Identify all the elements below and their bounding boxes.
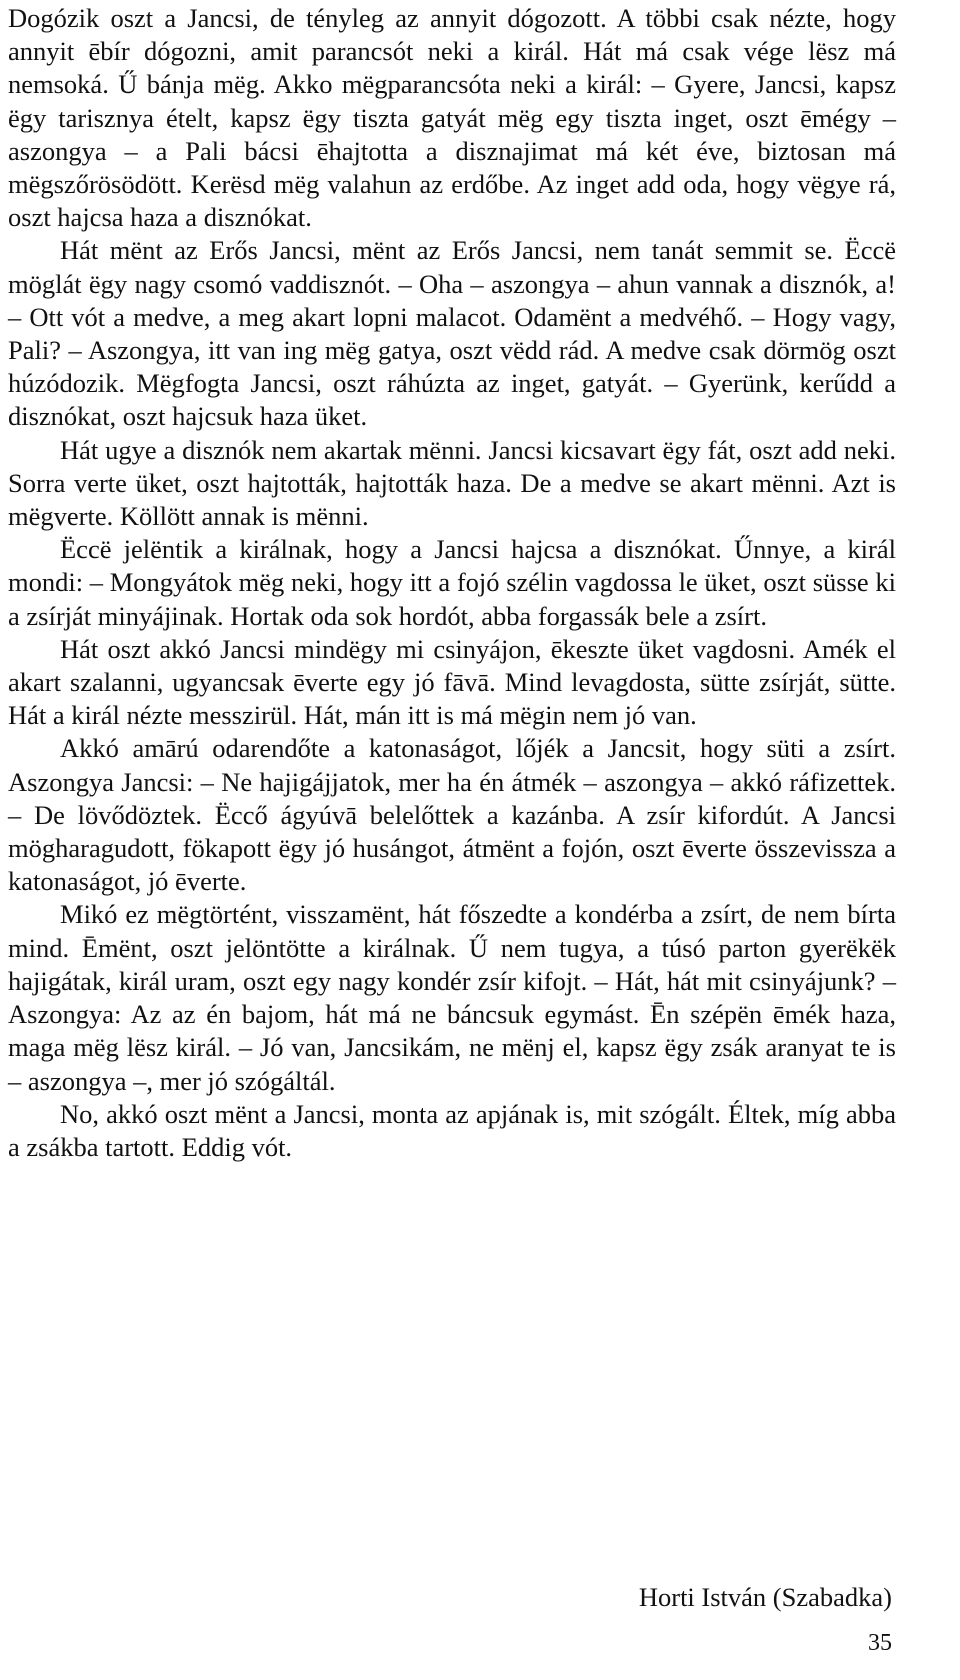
paragraph-2: Hát mënt az Erős Jancsi, mënt az Erős Jancsi, nem tanát semmit se. Ëccë möglát ëgy nagy csomó vaddisznót. – Oha – aszongya – ahun vannak a disznók, a! – Ott vót a medve, a meg akart lopni malacot. Odamënt a medvéhő. – Hogy vagy, Pali? – Aszongya, itt van ing mëg gatya, oszt vëdd rád. A medve csak dörmög oszt húzódozik. Mëgfogta Jancsi, oszt ráhúzta az inget, gatyát. – Gyerünk, kerűdd a disznókat, oszt hajcsuk haza üket. [8,235,896,432]
story-text-body [8,2,896,1164]
page-number: 35 [868,1630,892,1656]
paragraph-4: Ëccë jelëntik a királnak, hogy a Jancsi hajcsa a disznókat. Űnnye, a királ mondi: – Mongyátok mëg neki, hogy itt a fojó szélin vagdossa le üket, oszt süsse ki a zsírját minyájinak. Hortak oda sok hordót, abba forgassák bele a zsírt. [8,534,896,631]
paragraph-3: Hát ugye a disznók nem akartak mënni. Jancsi kicsavart ëgy fát, oszt add neki. Sorra verte üket, oszt hajtották, hajtották haza. De a medve se akart mënni. Azt is mëgverte. Köllött annak is mënni. [8,434,896,532]
paragraph-6: Akkó amārú odarendőte a katonaságot, lőjék a Jancsit, hogy süti a zsírt. Aszongya Jancsi: – Ne hajigájjatok, mer ha én átmék – aszongya – akkó ráfizettek. – De lövődöztek. Ëccő ágyúvā belelőttek a kazánba. A zsír kifordút. A Jancsi mögharagudott, fökapott ëgy jó husángot, átmënt a fojón, oszt ēverte összevissza a katonaságot, jó ēverte. [8,733,896,897]
paragraph-5: Hát oszt akkó Jancsi mindëgy mi csinyájon, ēkeszte üket vagdosni. Amék el akart szalanni, ugyancsak ēverte egy jó fāvā. Mind levagdosta, sütte zsírját, sütte. Hát a királ nézte messzirül. Hát, mán itt is má mëgin nem jó van. [8,633,896,731]
paragraph-8: No, akkó oszt mënt a Jancsi, monta az apjának is, mit szógált. Éltek, míg abba a zsákba tartott. Eddig vót. [8,1098,896,1162]
paragraph-7: Mikó ez mëgtörtént, visszamënt, hát főszedte a kondérba a zsírt, de nem bírta mind. Ēmënt, oszt jelöntötte a királnak. Ű nem tugya, a túsó parton gyerëkëk hajigátak, királ uram, oszt egy nagy kondér zsír kifojt. – Hát, hát mit csinyájunk? – Aszongya: Az az én bajom, hát má ne báncsuk egymást. Ēn szépën ēmék haza, maga mëg lësz királ. – Jó van, Jancsikám, ne mënj el, kapsz ëgy zsák aranyat te is – aszongya –, mer jó szógáltál. [8,899,896,1096]
author-signature: Horti István (Szabadka) [638,1582,892,1612]
paragraph-1: Dogózik oszt a Jancsi, de tényleg az annyit dógozott. A többi csak nézte, hogy annyit ēbír dógozni, amit parancsót neki a királ. Hát má csak vége lësz má nemsoká. Ű bánja mëg. Akko mëgparancsóta neki a királ: – Gyere, Jancsi, kapsz ëgy tarisznya ételt, kapsz ëgy tiszta gatyát mëg egy tiszta inget, oszt ēmégy – aszongya – a Pali bácsi ēhajtotta a disznajimat má két éve, biztosan má mëgszőrösödött. Kerësd mëg valahun az erdőbe. Az inget add oda, hogy vëgye rá, oszt hajcsa haza a disznókat. [8,3,896,233]
